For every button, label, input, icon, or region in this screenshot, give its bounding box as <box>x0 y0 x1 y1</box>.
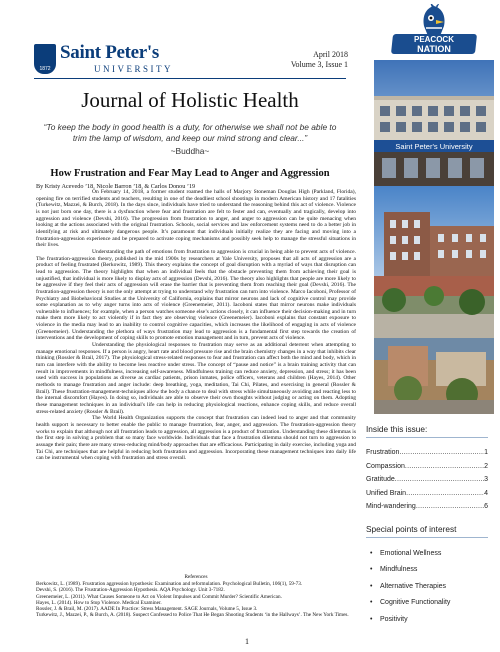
toc-item-mind-wandering[interactable] <box>366 500 488 514</box>
university-logo <box>34 44 204 78</box>
list-item: • Cognitive Functionality <box>366 595 488 612</box>
table-of-contents <box>366 446 488 514</box>
toc-leader <box>395 473 484 487</box>
peacock-icon <box>414 4 454 38</box>
mascot-line2: NATION <box>417 44 451 54</box>
toc-title: Compassion <box>366 462 405 470</box>
toc-leader <box>405 460 484 474</box>
reference-item: Devshi, S. (2016). The Frustration-Aggression Hypothesis. AQA Psychology. Unit 3-7182. <box>36 587 225 594</box>
toc-page: 3 <box>484 476 488 483</box>
article-paragraph: Understanding the physiological responses to frustration may serve as an additional deterrent when attempting to manage emotional responses. If a person is angry, heart rate and blood pressure rise and the brain chemistry changes in a way that inhibits clear thinking (Rossler & Brail, 2017). The physiological stress-related responses to fear and frustration can affect both the mind and body, which in turn can interfere with the ability to become less reactive under stress. The concept of “pause and notice” is a brain training activity that can result in improvements in mindfulness, increasing self-awareness. Mindfulness training can reduce anxiety, depression, and stress; it has been used with success in populations as diverse as cardiac patients, prison inmates, police officers, veterans and children (Hayes, 2014). Other methods to manage frustration and anger include: deep breathing, yoga, meditation, Tai Chi, Pilates, and exercising in general (Rossler & Brail). These frustration-management-techniques allow the body a chance to deal with stress while simultaneously avoiding and reacting less to the internal discomfort (Hayes). In doing so, individuals are able to observe their own thoughts without judging or acting on them. Adopting these management techniques in an individual's life can help in reducing physiological reactions, enhance coping skills, and reduce overall stress-related anxiety (Rossler & Brail). <box>36 342 356 415</box>
list-item: • Alternative Therapies <box>366 579 488 596</box>
campus-photo-collage <box>374 60 494 414</box>
reference-item: Berkowitz, L. (1989). Frustration aggression hypothesis: Examination and reformulation. Psychological Bulletin, 106(1), 59-73. <box>36 581 303 588</box>
toc-title: Gratitude <box>366 476 395 483</box>
inside-issue-title: Inside this issue: <box>366 424 488 438</box>
list-item: • Mindfulness <box>366 562 488 579</box>
toc-page: 6 <box>484 503 488 510</box>
toc-leader <box>399 446 484 460</box>
sidebar <box>366 414 488 628</box>
references <box>36 574 356 618</box>
quote: “To keep the body in good health is a duty, for otherwise we shall not be able to trim the lamp of wisdom, and keep our mind strong and clear...” <box>43 122 337 143</box>
building-sign: Saint Peter's University <box>395 142 473 151</box>
logo-year: 1872 <box>39 66 51 72</box>
reference-item: Hayes, L. (2014). How to Stop Violence. Medical Examiner. <box>36 599 162 606</box>
toc-title: Unified Brain <box>366 489 407 497</box>
toc-item-frustration[interactable] <box>366 446 488 460</box>
article-byline: By Kristy Acevedo ’18, Nicole Barron ’18, & Carlos Donou ’19 <box>36 183 196 190</box>
toc-item-unified-brain[interactable] <box>366 487 488 501</box>
issue-info <box>270 50 348 70</box>
toc-page: 2 <box>484 462 488 470</box>
toc-page: 4 <box>484 489 488 497</box>
toc-leader <box>406 487 484 501</box>
reference-item: Turkewitz, J., Mazzei, P., & Burch, A. (2018). Suspect Confessed to Police That He Began Shooting Students ‘in the Hallways’. The New York Times. <box>36 612 349 619</box>
toc-title: Mind-wandering <box>366 503 416 510</box>
article-body <box>36 189 356 462</box>
quote-author: ~Buddha~ <box>170 146 210 156</box>
logo-subtitle: UNIVERSITY <box>94 64 173 74</box>
reference-item: Greenemeier, L. (2011). What Causes Someone to Act on Violent Impulses and Commit Murder? Scientific American. <box>36 593 282 600</box>
special-points-title: Special points of interest <box>366 524 488 538</box>
toc-title: Frustration <box>366 449 400 456</box>
special-points-list <box>366 546 488 629</box>
list-item: • Emotional Wellness <box>366 546 488 563</box>
toc-leader <box>416 500 484 514</box>
toc-page: 1 <box>484 449 488 456</box>
reference-item: Rossler, J. & Brail, M. (2017). AADE In Practice: Stress Management. SAGE Journals, Volume 5, Issue 3. <box>36 606 258 613</box>
journal-title: Journal of Holistic Health <box>81 88 299 112</box>
list-item: • Positivity <box>366 612 488 629</box>
toc-item-gratitude[interactable] <box>366 473 488 487</box>
issue-volume: Volume 3, Issue 1 <box>290 60 348 69</box>
header-rule <box>34 78 346 79</box>
logo-name: Saint Peter's <box>60 42 159 63</box>
campus-photo <box>374 60 494 414</box>
article-paragraph: The World Health Organization supports the concept that frustration can indeed lead to anger and that community health support is necessary to better enable the public to manage frustration, fear, anger, and aggression. The frustration-aggression theory works to explain that although not all frustration leads to aggression, all aggression is a product of frustration. Understanding these dilemmas is the first step in solving a problem that so many face worldwide. Individuals that face a frustration dilemma should not turn to aggression to assuage their pain; there are many stress-reducing mind/body approaches that are efficacious. Participating in daily exercise, including yoga and Tai Chi, are techniques that are helpful in reducing both frustration and aggression. Incorporating these management techniques into daily life can be instrumental when coping with frustration and stress overall. <box>36 415 356 462</box>
toc-item-compassion[interactable] <box>366 460 488 474</box>
peacock-nation-logo <box>386 4 482 56</box>
article-headline: How Frustration and Fear May Lead to Anger and Aggression <box>50 168 330 179</box>
mascot-line1: PEACOCK <box>413 35 454 44</box>
references-title: References <box>184 574 208 580</box>
issue-date: April 2018 <box>313 50 348 59</box>
page-number: 1 <box>245 637 249 646</box>
article-paragraph: Understanding the path of emotions from frustration to aggression is crucial in being able to prevent acts of violence. The frustration-aggression theory, published in the mid 1900s by researchers at Yale University, proposes that all acts of aggression are a product of feeling frustrated (Berkowitz, 1989). This theory explains the concept of goal disruption with a myriad of ways that disruption can lead to aggression. The theory highlights that when an individual feels that the obstacle preventing them from achieving their goal is unjustified, that individual is more likely to display acts of aggression (Devshi, 2016). The theory also highlights that people are more likely to be aggressive if they feel their acts of aggression will erase the barrier that is preventing them from reaching their goal (Devshi, 2016). The frustration-aggression theory is not the only attempt at trying to understand why frustration can turn into violence. Marco Iacoboni, Professor of Psychiatry and Biobehavioral Studies at the University of California, explains that mirror neurons and lack of cognitive control may provide some explanation as to why anger turns into acts of violence (Greenemeier, 2011). Iacoboni states that mirror neurons make individuals vulnerable to influences; for example, when a person watches someone else’s actions closely, it can influence their decision-making and in turn make them more likely to act violently if in fact they are observing violence (Greenemeier). Iacoboni explains that constant exposure to violence in the media may lead to an inability to control cognitive capacities, which increases the likelihood of engaging in acts of violence (Greenemeier). Understanding the plethora of ways frustration may lead to aggression is a fundamental first step towards the creation of interventions and the development of coping skills to promote emotion management and in turn, prevent acts of violence. <box>36 248 356 342</box>
article-paragraph: On February 14, 2018, a former student roamed the halls of Marjory Stoneman Douglas High (Parkland, Florida), opening fire on terrified students and teachers, resulting in one of the deadliest school shootings in modern American history and 17 fatalities (Turkewitz, Mazzei, & Burch, 2018). In the days since, individuals have tried to understand the reasoning behind this act of violence. Violence is not just born one day, there is a dysfunction where fear and frustration are felt to fester and can, eventually and tragically, develop into aggression and violence (Devshi, 2016). The progression from frustration to anger, and anger to aggression can be quite menacing when looking at the actions associated with the original frustration. Schools, social services and law enforcement systems need to do a better job in identifying at risk and ultimately dangerous people. It’s paramount that individuals initially realize they are facing and moving into a frustration-aggression experience and be prepared to activate coping mechanisms and possibly seek help to manage the stressful situations in their lives. <box>36 189 356 249</box>
